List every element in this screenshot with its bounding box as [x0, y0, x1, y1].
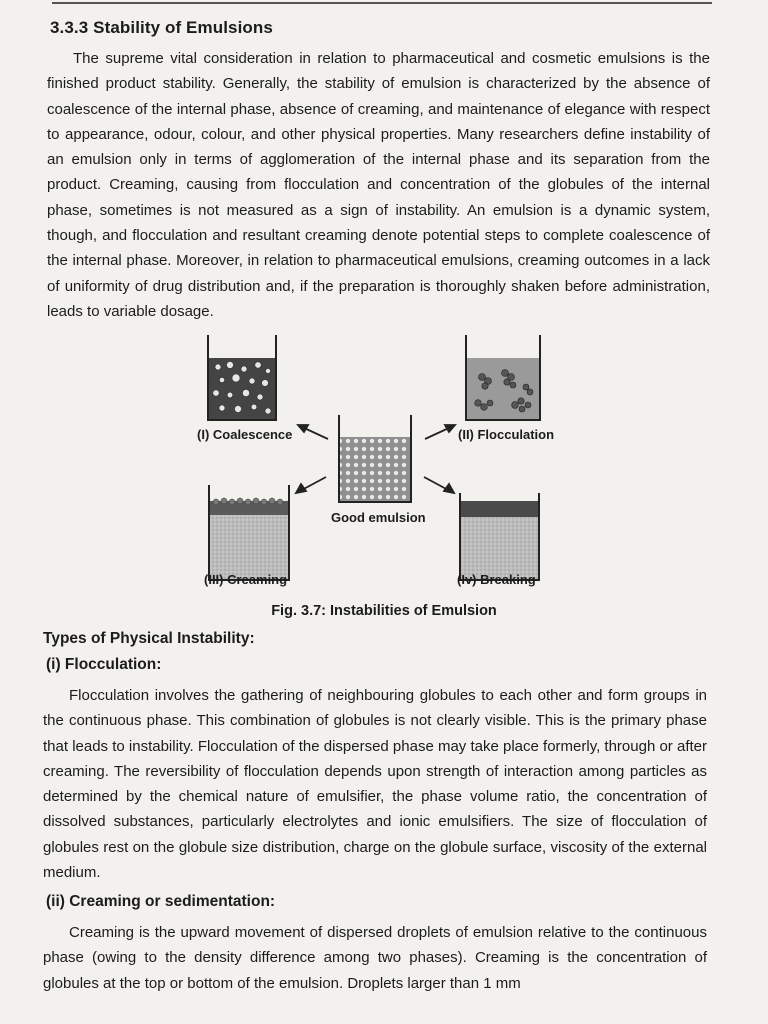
creaming-label: (III) Creaming — [204, 572, 288, 587]
coalescence-label: (I) Coalescence — [197, 427, 293, 442]
creaming-heading: (ii) Creaming or sedimentation: — [46, 893, 276, 910]
section-title: 3.3.3 Stability of Emulsions — [50, 18, 273, 37]
stability-paragraph: The supreme vital consideration in relation to pharmaceutical and cosmetic emulsions is the finished product stability. Generally, the stability of emulsion is characterized by the absence of coalescence of the internal phase, absence of creaming, and maintenance of elegance with respect to appearance, odour, colour, and other physical properties. Many researchers define instability of an emulsion only in terms of agglomeration of the internal phase and its separation from the product. Creaming, causing from flocculation and concentration of the globules of the internal phase, sometimes is not measured as a sign of instability. An emulsion is a dynamic system, though, and flocculation and resultant creaming denote potential steps to complete coalescence of the internal phase. Moreover, in relation to pharmaceutical emulsions, creaming outcomes in a lack of uniformity of drug distribution and, if the preparation is thoroughly shaken before administration, leads to variable dosage. — [47, 50, 710, 320]
flocculation-heading: (i) Flocculation: — [46, 656, 162, 673]
top-rule — [52, 2, 712, 4]
breaking-beaker — [460, 493, 539, 580]
breaking-label: (Iv) Breaking — [457, 572, 536, 587]
types-heading: Types of Physical Instability: — [43, 630, 255, 647]
figure-illustration — [0, 325, 768, 600]
figure-caption: Fig. 3.7: Instabilities of Emulsion — [271, 603, 497, 619]
good-emulsion-beaker — [339, 415, 411, 502]
coalescence-beaker — [208, 335, 276, 420]
flocculation-paragraph: Flocculation involves the gathering of neighbouring globules to each other and form groups in the continuous phase. This combination of globules is not clearly visible. This is the primary phase that leads to instability. Flocculation of the dispersed phase may take place formerly, through or after creaming. The reversibility of flocculation depends upon strength of interaction among particles as determined by the chemical nature of emulsifier, the phase volume ratio, the concentration of dissolved substances, particularly electrolytes and ionic emulsifiers. The size of flocculation of globules rest on the globule size distribution, charge on the globule surface, viscosity of the external medium. — [43, 687, 707, 882]
flocculation-beaker — [466, 335, 540, 420]
good-emulsion-label: Good emulsion — [331, 510, 426, 525]
flocculation-label: (II) Flocculation — [458, 427, 555, 442]
creaming-beaker — [209, 485, 289, 580]
creaming-paragraph: Creaming is the upward movement of dispersed droplets of emulsion relative to the continuous phase (owing to the density difference among two phases). Creaming is the concentration of globules at the top or bottom of the emulsion. Droplets larger than 1 mm — [43, 924, 707, 992]
emulsion-instability-figure — [0, 325, 768, 625]
